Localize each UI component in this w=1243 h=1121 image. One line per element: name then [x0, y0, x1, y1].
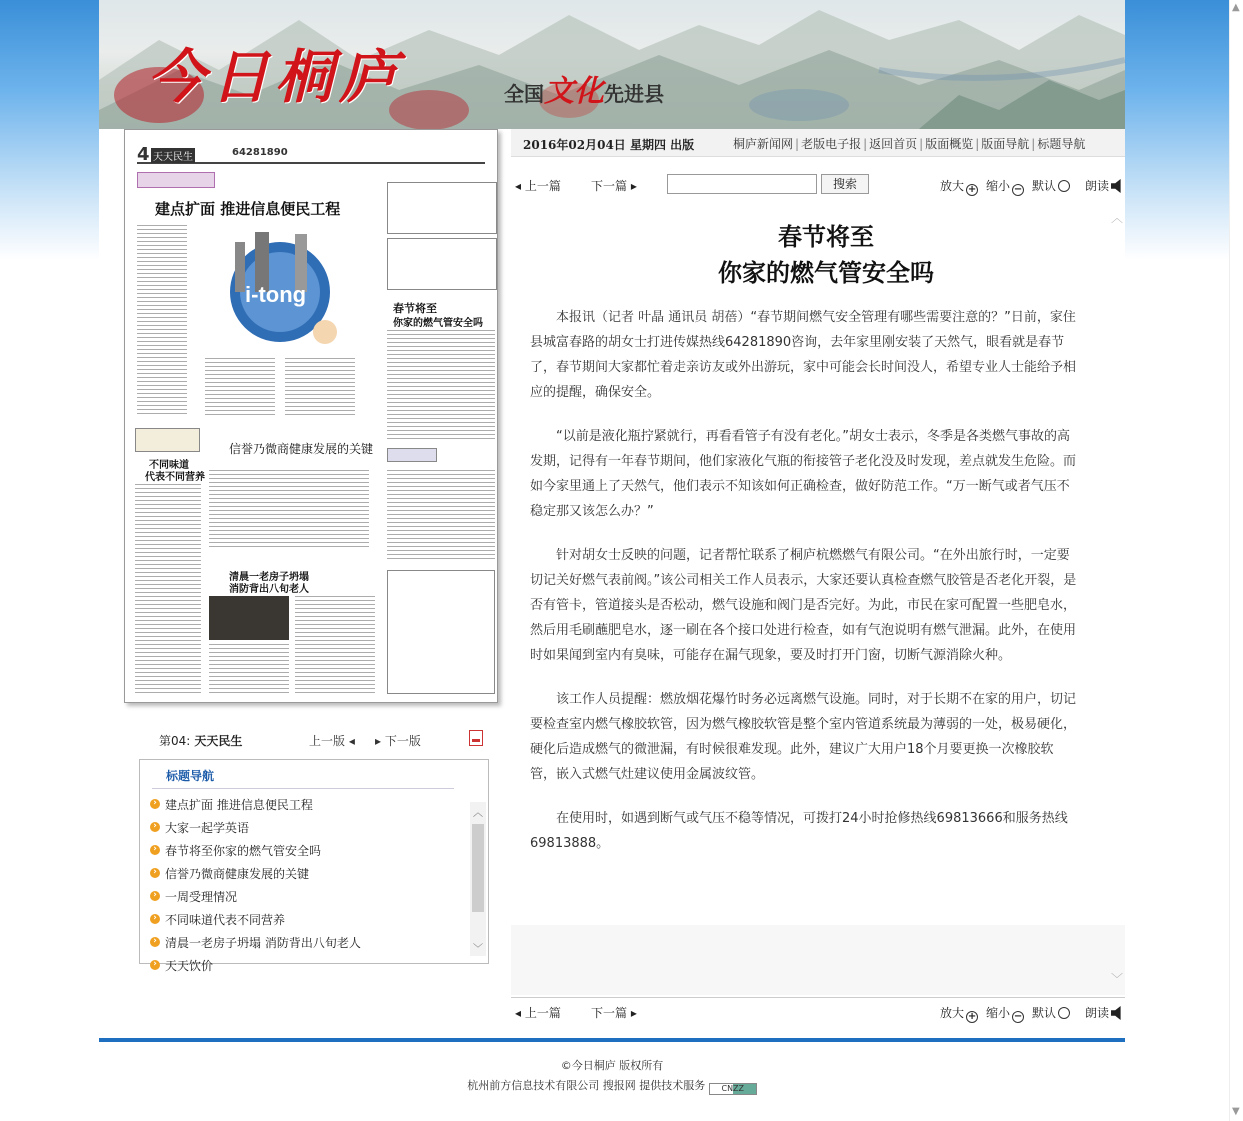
title-nav-item[interactable]: › 建点扩面 推进信息便民工程 — [150, 794, 470, 817]
article-scrollbar[interactable] — [1111, 209, 1123, 987]
prev-article-label: 上一篇 — [524, 1006, 561, 1020]
link-title-nav[interactable]: 标题导航 — [1037, 137, 1086, 151]
thumb-text — [387, 330, 495, 440]
article-title-line2: 你家的燃气管安全吗 — [718, 259, 934, 287]
tech-support — [99, 1076, 1125, 1096]
page — [99, 0, 1125, 1121]
thumb-headline-2[interactable]: 春节将至 — [393, 302, 437, 315]
article-toolbar-top — [511, 171, 1125, 197]
thumb-ad-box — [387, 182, 497, 234]
cnzz-badge[interactable]: CNZZ — [709, 1083, 757, 1095]
next-page-link[interactable]: ▸ 下一版 — [375, 734, 421, 748]
thumb-tag — [137, 172, 215, 188]
footer-line — [99, 1038, 1125, 1042]
title-nav-item[interactable]: › 一周受理情况 — [150, 886, 470, 909]
next-article-button[interactable]: 下一篇 ▸ — [591, 179, 637, 193]
read-aloud-label: 朗读 — [1085, 1006, 1110, 1020]
copyright: ©今日桐庐 版权所有 — [560, 1059, 664, 1072]
link-home[interactable]: 返回首页 — [869, 137, 918, 151]
prev-page-link[interactable]: 上一版 ◂ — [309, 734, 355, 748]
article-paragraph: 本报讯（记者 叶晶 通讯员 胡蓓）“春节期间燃气安全管理有哪些需要注意的？”日前，家住县城富春路的胡女士打进传媒热线64281890咨询，去年家里刚安装了天然气，眼看就是春节了，春节期间大家都忙着走亲访友或外出游玩，家中可能会长时间没人，希望专业人士能给予相应的提醒，确保安全。 — [530, 310, 1077, 400]
title-nav-scrollbar[interactable] — [470, 802, 486, 956]
article-body — [530, 305, 1078, 875]
link-page-overview[interactable]: 版面概览 — [925, 137, 974, 151]
next-article-button[interactable]: 下一篇 ▸ — [591, 1006, 637, 1020]
top-links: 桐庐新闻网 | 老版电子报 | 返回首页 | 版面概览 | 版面导航 | 标题导航 — [733, 137, 1086, 151]
brand-logo: 今日桐庐 — [147, 43, 404, 111]
next-page-label: 下一版 — [384, 734, 421, 748]
prev-article-button[interactable]: ◂ 上一篇 — [515, 179, 561, 193]
issue-date: 2016年02月04日 星期四 出版 — [523, 138, 695, 152]
thumb-tag — [135, 428, 200, 452]
default-size-label: 默认 — [1032, 1006, 1057, 1020]
plus-icon: + — [967, 184, 977, 195]
page-number: 第04: — [159, 734, 191, 748]
thumb-headline-4[interactable]: 清晨一老房子坍塌 — [229, 572, 309, 583]
minus-icon: − — [1013, 1011, 1023, 1022]
search-button[interactable]: 搜索 — [821, 174, 869, 194]
thumb-text — [137, 225, 187, 415]
zoom-out-button[interactable] — [986, 177, 1024, 196]
thumb-text — [135, 484, 201, 694]
page-name: 天天民生 — [194, 734, 243, 748]
thumb-text — [285, 358, 355, 418]
article-paragraph: 针对胡女士反映的问题，记者帮忙联系了桐庐杭燃燃气有限公司。“在外出旅行时，一定要切记关好燃气表前阀。”该公司相关工作人员表示，大家还要认真检查燃气胶管是否老化开裂，是否有管卡，管道接头是否松动，燃气设施和阀门是否完好。为此，市民在家可配置一些肥皂水，然后用毛刷蘸肥皂水，逐一刷在各个接口处进行检查，如有气泡说明有燃气泄漏。此外，在使用时如果闻到室内有臭味，可能存在漏气现象，要及时打开门窗，切断气源消除火种。 — [530, 548, 1077, 663]
thumb-header — [137, 144, 485, 164]
page-scrollbar[interactable] — [1229, 0, 1243, 1121]
thumb-page-num: 4 — [137, 144, 150, 165]
title-nav-item[interactable]: › 清晨一老房子坍塌 消防背出八旬老人 — [150, 932, 470, 955]
title-nav-item[interactable]: › 大家一起学英语 — [150, 817, 470, 840]
zoom-in-button[interactable] — [940, 1004, 978, 1023]
article — [511, 203, 1125, 995]
article-paragraph: 该工作人员提醒：燃放烟花爆竹时务必远离燃气设施。同时，对于长期不在家的用户，切记要检查室内燃气橡胶软管，因为燃气橡胶软管是整个室内管道系统最为薄弱的一处，极易硬化，硬化后造成燃气的微泄漏，有时候很难发现。此外，建议广大用户18个月要更换一次橡胶软管，嵌入式燃气灶建议使用金属波纹管。 — [530, 692, 1077, 782]
scroll-down-icon[interactable]: ﹀ — [473, 944, 483, 955]
date-bar — [511, 129, 1125, 157]
page-label — [159, 732, 242, 749]
prev-page-label: 上一版 — [309, 734, 346, 748]
link-page-nav[interactable]: 版面导航 — [981, 137, 1030, 151]
thumb-hotline: 64281890 — [232, 147, 288, 158]
title-nav-heading: 标题导航 — [166, 769, 215, 783]
scroll-down-icon[interactable]: ▼ — [1232, 1106, 1240, 1117]
thumb-headline-5b[interactable]: 代表不同营养 — [145, 472, 205, 483]
plus-icon: + — [967, 1011, 977, 1022]
article-paragraph: 在使用时，如遇到断气或气压不稳等情况，可拨打24小时抢修热线69813666和服务热线69813888。 — [530, 811, 1068, 851]
banner — [99, 0, 1125, 129]
circle-icon — [1058, 1007, 1070, 1019]
default-size-button[interactable] — [1032, 1004, 1070, 1021]
thumb-headline-3[interactable]: 信誉乃微商健康发展的关键 — [229, 442, 374, 456]
thumb-illustration — [205, 222, 365, 352]
speaker-icon — [1111, 1006, 1123, 1020]
zoom-out-button[interactable] — [986, 1004, 1024, 1023]
svg-text:i-tong: i-tong — [245, 282, 307, 307]
thumb-text — [387, 470, 495, 560]
zoom-in-label: 放大 — [940, 1006, 965, 1020]
thumb-section: 天天民生 — [151, 148, 195, 163]
zoom-in-button[interactable] — [940, 177, 978, 196]
thumb-headline-4b[interactable]: 消防背出八旬老人 — [229, 584, 309, 595]
thumb-headline-5[interactable]: 不同味道 — [149, 460, 189, 471]
thumb-headline-1[interactable]: 建点扩面 推进信息便民工程 — [155, 200, 341, 218]
speaker-icon — [1111, 179, 1123, 193]
footer — [99, 1056, 1125, 1096]
next-article-label: 下一篇 — [591, 1006, 628, 1020]
title-nav-box — [139, 759, 489, 973]
tech-support-text[interactable]: 杭州前方信息技术有限公司 搜报网 提供技术服务 — [467, 1079, 706, 1092]
title-nav-item[interactable]: › 信誉乃微商健康发展的关键 — [150, 863, 470, 886]
thumb-photo — [209, 596, 289, 640]
zoom-in-label: 放大 — [940, 179, 965, 193]
scroll-down-icon[interactable]: ﹀ — [1111, 972, 1124, 986]
zoom-out-label: 缩小 — [986, 179, 1011, 193]
scroll-thumb[interactable] — [472, 824, 484, 912]
slogan-post: 先进县 — [604, 82, 664, 106]
scroll-up-icon[interactable]: ▲ — [1232, 2, 1240, 13]
read-aloud-label: 朗读 — [1085, 179, 1110, 193]
thumb-text — [295, 596, 375, 694]
article-paragraph: “以前是液化瓶拧紧就行，再看看管子有没有老化。”胡女士表示，冬季是各类燃气事故的高发期，记得有一年春节期间，他们家液化气瓶的衔接管子老化没及时发现，差点就发生危险。而如今家里通上了天然气，他们表示不知该如何正确检查，做好防范工作。“万一断气或者气压不稳定那又该怎么办？” — [530, 429, 1077, 519]
slogan-red: 文化 — [544, 74, 604, 109]
pdf-icon[interactable] — [469, 730, 483, 746]
scroll-up-icon[interactable]: ︿ — [473, 808, 483, 819]
circle-icon — [1058, 180, 1070, 192]
thumb-table — [387, 570, 495, 694]
article-title-line1: 春节将至 — [778, 223, 874, 251]
title-nav-item[interactable]: › 不同味道代表不同营养 — [150, 909, 470, 932]
read-aloud-button[interactable] — [1085, 1004, 1123, 1021]
thumb-tag — [387, 448, 437, 462]
default-size-label: 默认 — [1032, 179, 1057, 193]
default-size-button[interactable] — [1032, 177, 1070, 194]
title-nav-item[interactable]: › 天天饮价 — [150, 955, 470, 978]
thumb-headline-2b[interactable]: 你家的燃气管安全吗 — [393, 318, 483, 329]
article-bottom-area — [511, 925, 1125, 995]
scroll-up-icon[interactable]: ︿ — [1111, 211, 1124, 225]
slogan-pre: 全国 — [504, 82, 544, 106]
link-tonglu-news[interactable]: 桐庐新闻网 — [733, 137, 794, 151]
search-input[interactable] — [667, 174, 817, 194]
divider — [152, 788, 454, 789]
minus-icon: − — [1013, 184, 1023, 195]
next-article-label: 下一篇 — [591, 179, 628, 193]
page-info-row — [139, 730, 489, 750]
read-aloud-button[interactable] — [1085, 177, 1123, 194]
article-title — [511, 219, 1141, 291]
article-toolbar-bottom — [511, 998, 1125, 1024]
prev-article-label: 上一篇 — [524, 179, 561, 193]
thumb-english-box — [387, 238, 497, 290]
zoom-out-label: 缩小 — [986, 1006, 1011, 1020]
title-nav-list — [150, 794, 470, 973]
link-old-edition[interactable]: 老版电子报 — [801, 137, 862, 151]
thumb-text — [205, 358, 275, 418]
newspaper-page-thumbnail[interactable] — [124, 129, 498, 703]
title-nav-item[interactable]: › 春节将至你家的燃气管安全吗 — [150, 840, 470, 863]
thumb-text — [209, 470, 369, 550]
slogan — [504, 66, 664, 110]
thumb-text — [209, 644, 289, 694]
prev-article-button[interactable]: ◂ 上一篇 — [515, 1006, 561, 1020]
